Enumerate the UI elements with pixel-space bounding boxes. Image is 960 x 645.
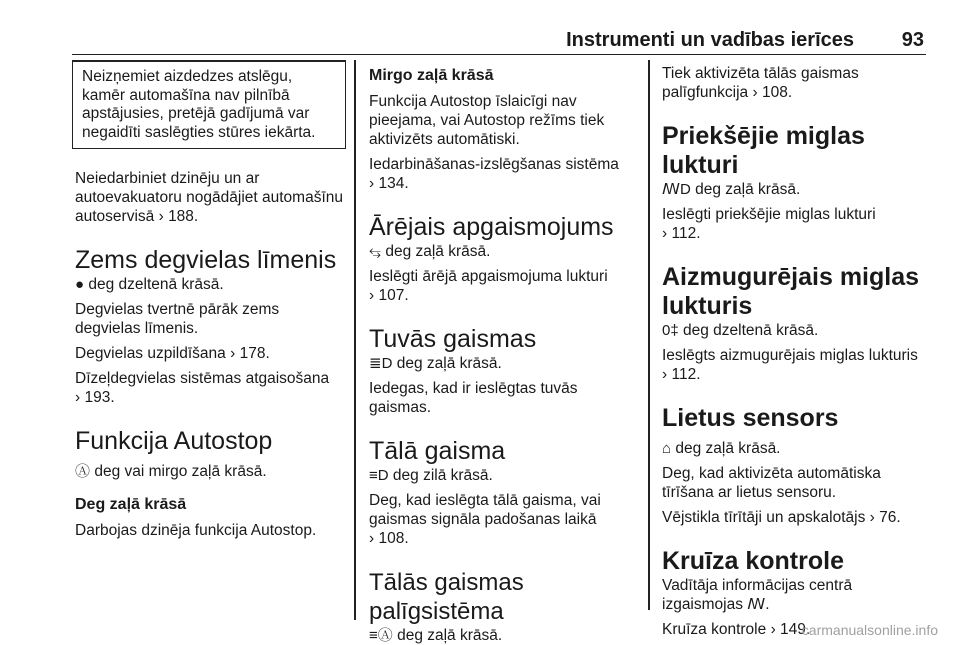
blink-text: Funkcija Autostop īslaicīgi nav pieejama, vai Autostop režīms tiek aktivizēts automātiski. [369,93,605,148]
heading-green-on: Deg zaļā krāsā [75,496,187,513]
heading-high-beam-assist: Tālās gaismas palīgsistēma [369,569,524,625]
ref-arrow-icon: › [662,366,668,383]
stop-start-text: Iedarbināšanas-izslēgšanas sistēma › 134. [369,156,619,192]
high-beam-indicator: ≡D deg zilā krāsā. [369,467,493,484]
low-fuel-icon: ● [75,276,85,293]
ref-arrow-icon: › [662,225,668,242]
heading-low-beam: Tuvās gaismas [369,325,537,353]
green-on-text: Darbojas dzinēja funkcija Autostop. [75,522,317,539]
high-beam-assist-indicator: ≡Ⓐ deg zaļā krāsā. [369,627,503,644]
rear-fog-text: Ieslēgts aizmugurējais miglas lukturis › 112. [662,347,918,383]
page-ref-link[interactable]: 76. [879,509,901,526]
heading-green-blink: Mirgo zaļā krāsā [369,67,494,84]
autostop-indicator: Ⓐ deg vai mirgo zaļā krāsā. [75,463,267,480]
page-header [72,28,926,55]
assist-text: Tiek aktivizēta tālās gaismas palīgfunkcija › 108. [662,65,859,101]
exterior-light-text: Ieslēgti ārējā apgaismojuma lukturi › 107. [369,268,608,304]
rear-fog-indicator: 0‡ deg dzeltenā krāsā. [662,322,819,339]
page-ref-link[interactable]: 107. [378,287,409,304]
column-2 [369,60,637,645]
watermark: carmanualsonline.info [801,622,938,638]
heading-rain-sensor: Lietus sensors [662,404,839,432]
heading-cruise-control: Kruīza kontrole [662,547,844,575]
low-fuel-text-2: Degvielas uzpildīšana › 178. [75,345,270,362]
heading-autostop: Funkcija Autostop [75,427,273,455]
cruise-text-1: Vadītāja informācijas centrā izgaismojas ꟿ. [662,577,853,613]
cruise-text-2: Kruīza kontrole › 149. [662,621,811,638]
heading-exterior-light: Ārējais apgaismojums [369,213,614,241]
autostop-icon: Ⓐ [75,463,91,480]
header-title: Instrumenti un vadības ierīces [566,29,854,51]
rain-sensor-text-1: Deg, kad aktivizēta automātiska tīrīšana ar lietus sensoru. [662,465,881,501]
ref-arrow-icon: › [752,84,758,101]
ref-arrow-icon: › [230,345,236,362]
low-beam-indicator: ≣D deg zaļā krāsā. [369,355,502,372]
column-3 [662,60,930,639]
low-fuel-indicator: ● deg dzeltenā krāsā. [75,276,224,293]
heading-rear-fog: Aizmugurējais miglas lukturis [662,263,920,320]
page-ref-link[interactable]: 193. [84,389,115,406]
rear-fog-icon: 0‡ [662,322,679,339]
rain-sensor-indicator: ⌂ deg zaļā krāsā. [662,440,781,457]
column-divider-1 [354,60,356,620]
low-beam-icon: ≣D [369,355,393,372]
warning-text: Neizņemiet aizdedzes atslēgu, kamēr automašīna nav pilnībā apstājusies, pretējā gadījumā var negaidīti saslēgties stūres iekārta. [82,68,316,141]
rain-sensor-text-2: Vējstikla tīrītāji un apskalotājs › 76. [662,509,901,526]
ref-arrow-icon: › [75,389,81,406]
front-fog-text: Ieslēgti priekšējie miglas lukturi › 112. [662,206,876,242]
heading-front-fog: Priekšējie miglas lukturi [662,122,865,179]
page-ref-link[interactable]: 178. [239,345,270,362]
tow-paragraph: Neiedarbiniet dzinēju un ar autoevakuatoru nogādājiet automašīnu autoservisā › 188. [75,170,344,225]
exterior-light-indicator: ⥃ deg zaļā krāsā. [369,243,491,260]
page-ref-link[interactable]: 149. [780,621,811,638]
ref-arrow-icon: › [158,208,164,225]
front-fog-indicator: ꟿD deg zaļā krāsā. [662,181,801,198]
low-fuel-text-3: Dīzeļdegvielas sistēmas atgaisošana › 193. [75,370,330,406]
heading-low-fuel: Zems degvielas līmenis [75,246,337,274]
page-ref-link[interactable]: 108. [378,530,409,547]
high-beam-assist-icon: ≡Ⓐ [369,627,393,644]
page-ref-link[interactable]: 108. [761,84,793,101]
warning-box [72,60,346,149]
front-fog-icon: ꟿD [662,181,691,198]
page-ref-link[interactable]: 112. [671,366,701,383]
page-ref-link[interactable]: 188. [168,208,199,225]
ref-arrow-icon: › [770,621,776,638]
column-1 [75,60,343,540]
cruise-control-icon: ꟿ [747,596,766,613]
ref-arrow-icon: › [369,287,375,304]
ref-arrow-icon: › [369,530,375,547]
low-fuel-text-1: Degvielas tvertnē pārāk zems degvielas līmenis. [75,301,280,337]
page-ref-link[interactable]: 112. [671,225,701,242]
ref-arrow-icon: › [869,509,875,526]
low-beam-text: Iedegas, kad ir ieslēgtas tuvās gaismas. [369,380,578,416]
rain-sensor-icon: ⌂ [662,440,672,457]
high-beam-icon: ≡D [369,467,389,484]
exterior-light-icon: ⥃ [369,243,382,260]
heading-high-beam: Tālā gaisma [369,437,506,465]
column-divider-2 [648,60,650,610]
ref-arrow-icon: › [369,175,375,192]
page-number: 93 [901,29,924,51]
high-beam-text: Deg, kad ieslēgta tālā gaisma, vai gaismas signāla padošanas laikā › 108. [369,492,601,547]
page-ref-link[interactable]: 134. [378,175,409,192]
